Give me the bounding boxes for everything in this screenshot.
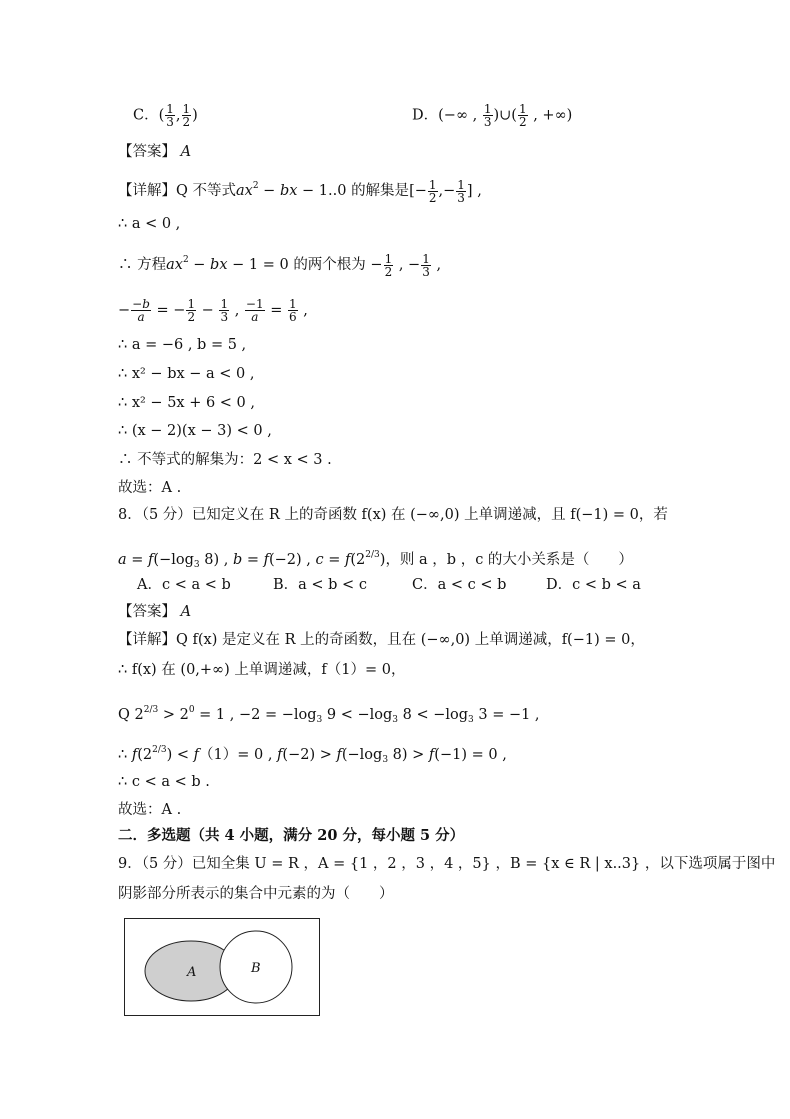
q8-option-b: B．a < b < c [273, 577, 367, 593]
question-9-line-2: 阴影部分所表示的集合中元素的为（ ） [118, 886, 394, 902]
detail-1-line-5: ∴ a = −6 , b = 5 , [118, 337, 247, 353]
option-c-label: C． [133, 107, 159, 124]
detail-1-line-1: 【详解】Q 不等式$ax^2$ − bx − 1..0 的解集是[− $\frac{1}{2}$ ,− $\frac{1}{3}$ ] , [118, 177, 482, 205]
detail-1-choose: 故选：A . [118, 480, 182, 496]
section-2-heading: 二．多选题（共 4 小题，满分 20 分，每小题 5 分） [118, 827, 465, 844]
option-d-label: D． [412, 107, 439, 124]
detail-1-line-7: ∴ x² − 5x + 6 < 0 , [118, 395, 255, 411]
detail-1-line-6: ∴ x² − bx − a < 0 , [118, 366, 255, 382]
question-8-line-2: $a = f(-\log_3$ 8) , b = f(−2) , $c = f(2^{2/3})$，则 a ，b ，c 的大小关系是（ ） [118, 550, 633, 570]
option-c: C．( $\frac{1}{3}$ , $\frac{1}{2}$ ) [133, 102, 198, 129]
venn-diagram [124, 918, 320, 1016]
detail-2-line-3: Q $2^{2/3} > 2^0 = 1$ , $-2 = -\log_3$ $9 < -\log_3$ $8 < -\log_3$ 3 = −1 , [118, 705, 540, 725]
detail-1-line-3: ∴ 方程$ax^2$ − bx − 1 = 0 的两个根为 − $\frac{1}{2}$ , − $\frac{1}{3}$ , [118, 251, 442, 279]
q8-option-a: A．c < a < b [137, 577, 231, 593]
set-a-label: A [187, 965, 197, 980]
detail-1-line-2: ∴ a < 0 , [118, 216, 181, 232]
question-9-line-1: 9．（5 分）已知全集 U = R ，A = {1 ，2 ，3 ，4 ，5} ，B = {x ∈ R | x..3} ，以下选项属于图中 [118, 856, 776, 872]
detail-2-line-5: ∴ c < a < b . [118, 774, 210, 790]
venn-svg [125, 919, 321, 1017]
detail-2-line-4: ∴ $f(2^{2/3}) < f(1)= 0$ , $f(-2) > f(-\log_3$ 8) > f(−1) = 0 , [118, 745, 507, 765]
detail-1-line-9: ∴ 不等式的解集为：2 < x < 3 . [118, 452, 332, 468]
detail-2-line-1: 【详解】Q f(x) 是定义在 R 上的奇函数，且在 (−∞,0) 上单调递减，f(−1) = 0， [118, 632, 645, 648]
detail-1-line-8: ∴ (x − 2)(x − 3) < 0 , [118, 423, 272, 439]
answer-2: 【答案】 A [118, 604, 192, 620]
answer-1: 【答案】 A [118, 144, 192, 160]
set-b-label: B [251, 961, 261, 976]
question-8-line-1: 8．（5 分）已知定义在 R 上的奇函数 f(x) 在 (−∞,0) 上单调递减，且 f(−1) = 0，若 [118, 507, 668, 523]
q8-option-c: C．a < c < b [412, 577, 507, 593]
q8-option-d: D．c < b < a [546, 577, 641, 593]
option-d: D．(−∞ , $\frac{1}{3}$ )∪( $\frac{1}{2}$ , +∞) [412, 102, 573, 129]
detail-2-choose: 故选：A . [118, 802, 182, 818]
detail-1-line-4: − $\frac{-b}{a}$ = − $\frac{1}{2}$ − $\frac{1}{3}$ , $\frac{-1}{a}$ = $\frac{1}{6}$ , [118, 297, 308, 324]
detail-2-line-2: ∴ f(x) 在 (0,+∞) 上单调递减，f（1）= 0， [118, 662, 406, 678]
